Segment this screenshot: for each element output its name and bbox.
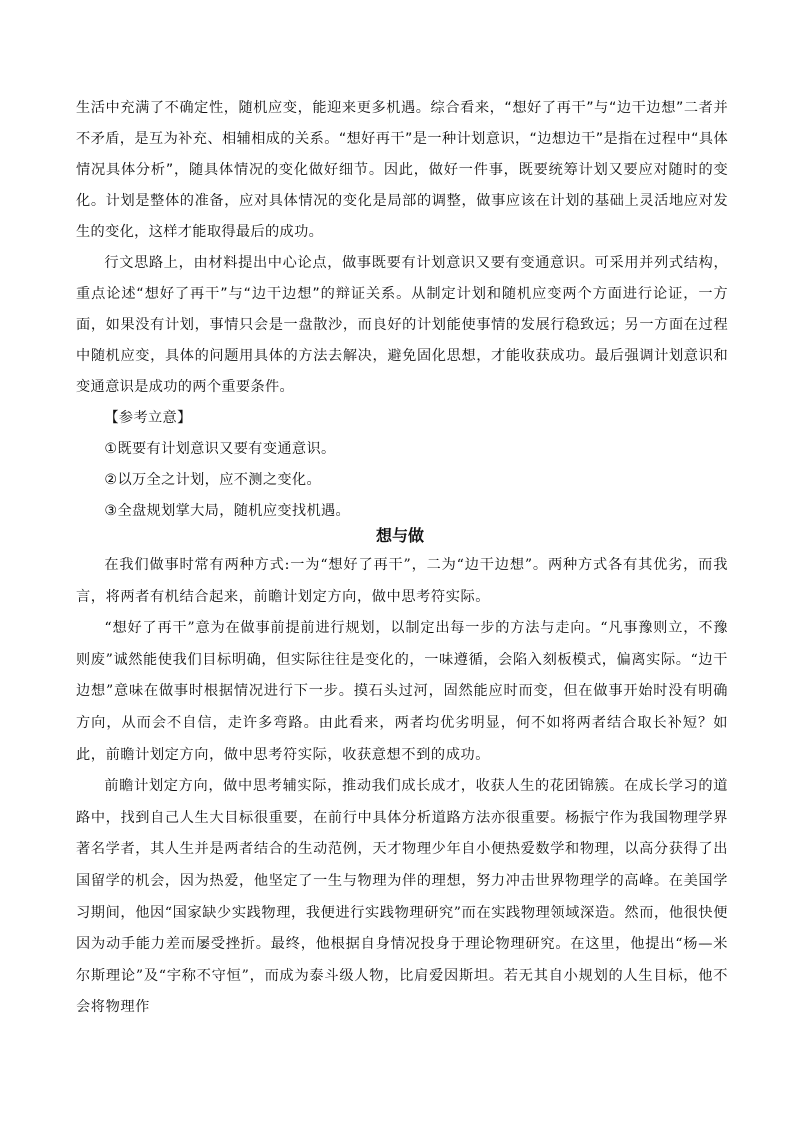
essay-paragraph: “想好了再干”意为在做事前提前进行规划，以制定出每一步的方法与走向。“凡事豫则立，不豫则废”诚然能使我们目标明确，但实际往往是变化的，一味遵循，会陷入刻板模式，偏离实际。“边干边想”意味在做事时根据情况进行下一步。摸石头过河，固然能应时而变，但在做事开始时没有明确方向，从而会不自信，走许多弯路。由此看来，两者均优劣明显，何不如将两者结合取长补短？如此，前瞻计划定方向，做中思考符实际，收获意想不到的成功。 <box>76 620 728 763</box>
reference-heading: 【参考立意】 <box>104 410 192 426</box>
essay-paragraph: 在我们做事时常有两种方式:一为“想好了再干”，二为“边干边想”。两种方式各有其优劣，而我言，将两者有机结合起来，前瞻计划定方向，做中思考符实际。 <box>76 557 728 605</box>
reference-point: ②以万全之计划，应不测之变化。 <box>104 472 321 488</box>
essay-body <box>76 550 728 1024</box>
reference-point: ①既要有计划意识又要有变通意识。 <box>104 441 336 457</box>
analysis-section <box>76 93 728 527</box>
analysis-paragraph: 生活中充满了不确定性，随机应变，能迎来更多机遇。综合看来，“想好了再干”与“边干边想”二者并不矛盾，是互为补充、相辅相成的关系。“想好再干”是一种计划意识，“边想边干”是指在过程中“具体情况具体分析”，随具体情况的变化做好细节。因此，做好一件事，既要统筹计划又要应对随时的变化。计划是整体的准备，应对具体情况的变化是局部的调整，做事应该在计划的基础上灵活地应对发生的变化，这样才能取得最后的成功。 <box>76 100 728 240</box>
reference-point: ③全盘规划掌大局，随机应变找机遇。 <box>104 503 351 519</box>
writing-approach-paragraph: 行文思路上，由材料提出中心论点，做事既要有计划意识又要有变通意识。可采用并列式结构，重点论述“想好了再干”与“边干边想”的辩证关系。从制定计划和随机应变两个方面进行论证，一方面，如果没有计划，事情只会是一盘散沙，而良好的计划能使事情的发展行稳致远；另一方面在过程中随机应变，具体的问题用具体的方法去解决，避免固化思想，才能收获成功。最后强调计划意识和变通意识是成功的两个重要条件。 <box>76 255 728 395</box>
essay-title: 想与做 <box>375 526 424 545</box>
essay-paragraph: 前瞻计划定方向，做中思考辅实际，推动我们成长成才，收获人生的花团锦簇。在成长学习的道路中，找到自己人生大目标很重要，在前行中具体分析道路方法亦很重要。杨振宁作为我国物理学界著名学者，其人生并是两者结合的生动范例，天才物理少年自小便热爱数学和物理，以高分获得了出国留学的机会，因为热爱，他坚定了一生与物理为伴的理想，努力冲击世界物理学的高峰。在美国学习期间，他因“国家缺少实践物理，我便进行实践物理研究”而在实践物理领域深造。然而，他很快便因为动手能力差而屡受挫折。最终，他根据自身情况投身于理论物理研究。在这里，他提出“杨—米尔斯理论”及“宇称不守恒”，而成为泰斗级人物，比肩爱因斯坦。若无其自小规划的人生目标，他不会将物理作 <box>76 778 728 1016</box>
